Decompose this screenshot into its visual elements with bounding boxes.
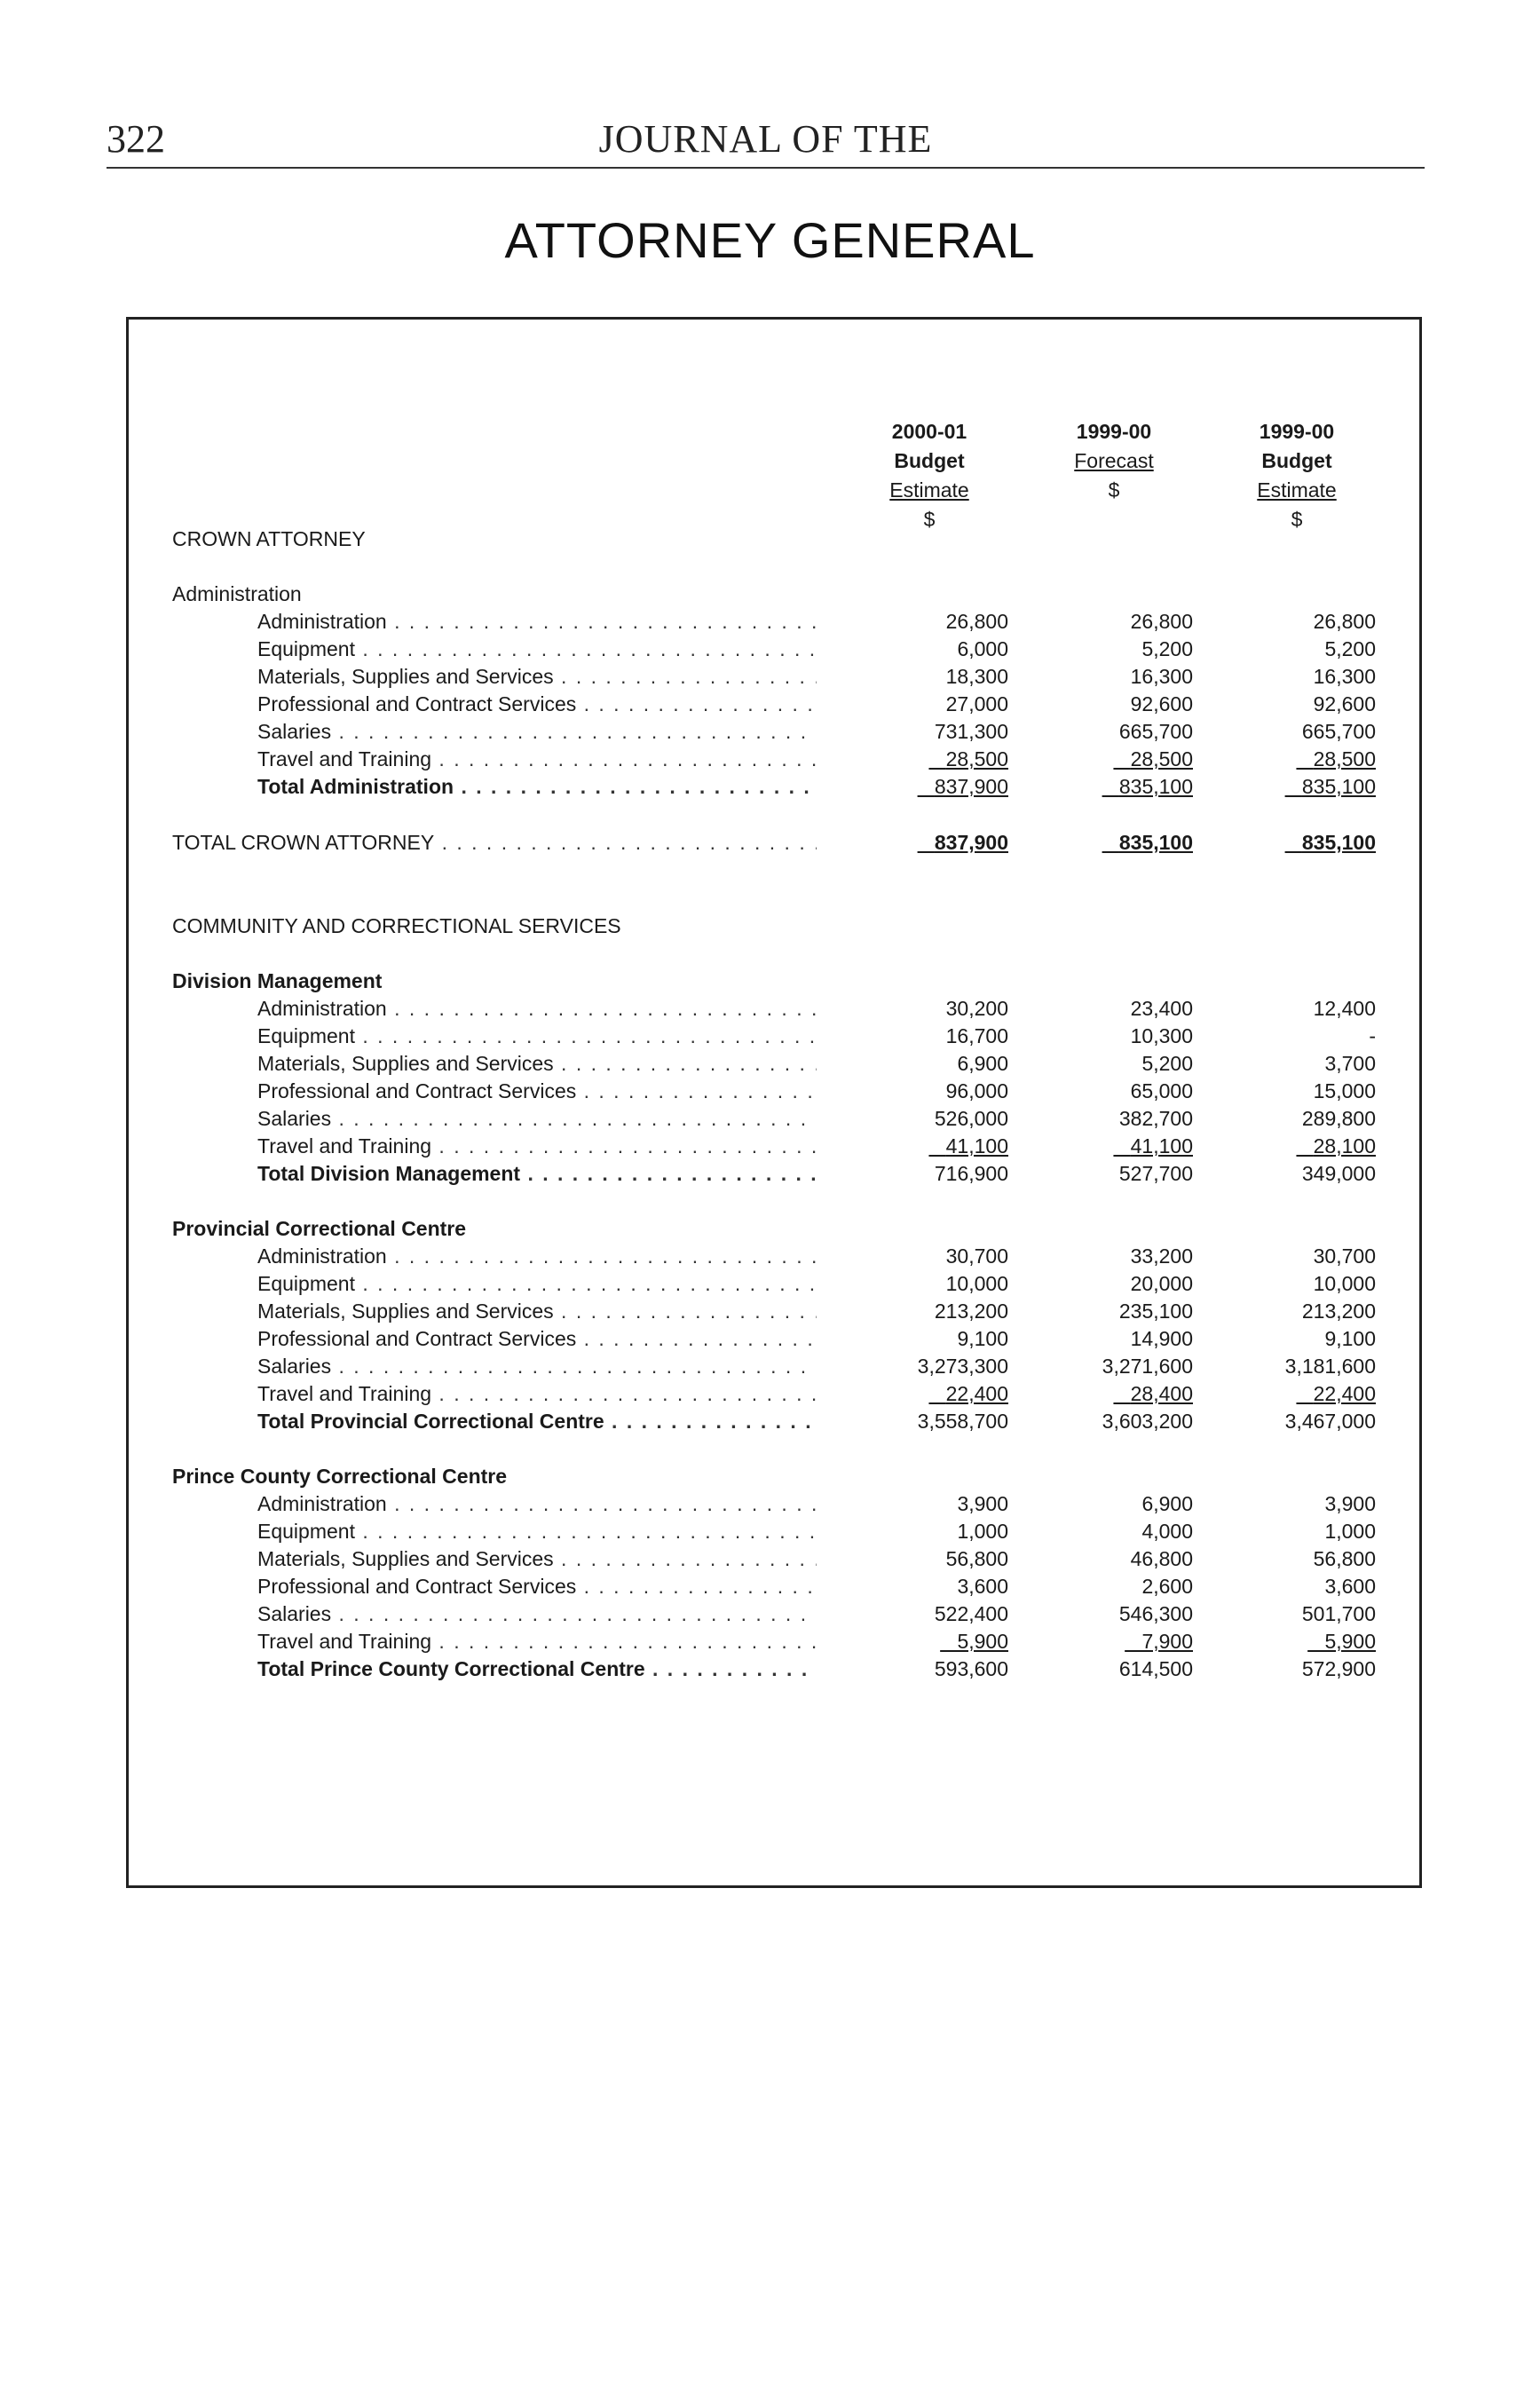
table-row: Materials, Supplies and Services . . . 6,900 5,200 3,700 <box>0 1050 1540 1078</box>
table-row: Administration . . . 26,800 26,800 26,800 <box>0 608 1540 636</box>
subtotal-row: Total Division Management . . . 716,900 527,700 349,000 <box>0 1160 1540 1188</box>
table-row: Salaries . . . 522,400 546,300 501,700 <box>0 1600 1540 1628</box>
table-row: Salaries . . . 526,000 382,700 289,800 <box>0 1105 1540 1133</box>
table-row: Travel and Training . . . 22,400 28,400 22,400 <box>0 1380 1540 1408</box>
table-row: Equipment . . . 16,700 10,300 - <box>0 1023 1540 1050</box>
table-row: Administration . . . 30,200 23,400 12,400 <box>0 995 1540 1023</box>
table-row: Salaries . . . 731,300 665,700 665,700 <box>0 718 1540 746</box>
table-row: Travel and Training . . . 5,900 7,900 5,900 <box>0 1628 1540 1655</box>
subsection-heading: Administration <box>172 582 302 605</box>
page-number: 322 <box>107 117 165 161</box>
table-row: Professional and Contract Services . . . 9,100 14,900 9,100 <box>0 1325 1540 1353</box>
table-row: Materials, Supplies and Services . . . 213,200 235,100 213,200 <box>0 1298 1540 1325</box>
department-title: ATTORNEY GENERAL <box>504 212 1036 268</box>
column-header-1999-00-budget-estimate: 1999-00 Budget Estimate $ <box>1257 420 1337 531</box>
table-row: Equipment . . . 1,000 4,000 1,000 <box>0 1518 1540 1545</box>
subsection-heading: Prince County Correctional Centre <box>172 1465 508 1488</box>
column-header-1999-00-forecast: 1999-00 Forecast $ <box>1074 420 1154 502</box>
subtotal-row: Total Provincial Correctional Centre . . . 3,558,700 3,603,200 3,467,000 <box>0 1408 1540 1435</box>
subtotal-row: Total Administration . . . 837,900 835,100 835,100 <box>0 773 1540 801</box>
table-row: Administration . . . 3,900 6,900 3,900 <box>0 1490 1540 1518</box>
table-row: Administration . . . 30,700 33,200 30,700 <box>0 1243 1540 1270</box>
table-row: Salaries . . . 3,273,300 3,271,600 3,181,600 <box>0 1353 1540 1380</box>
table-row: Materials, Supplies and Services . . . 18,300 16,300 16,300 <box>0 663 1540 691</box>
subtotal-row: Total Prince County Correctional Centre . . . 593,600 614,500 572,900 <box>0 1655 1540 1683</box>
section-title: CROWN ATTORNEY <box>172 527 366 550</box>
table-row: Professional and Contract Services . . . 3,600 2,600 3,600 <box>0 1573 1540 1600</box>
running-head <box>107 107 1425 169</box>
journal-title: JOURNAL OF THE <box>598 117 933 161</box>
table-row: Travel and Training . . . 41,100 41,100 28,100 <box>0 1133 1540 1160</box>
table-row: Equipment . . . 6,000 5,200 5,200 <box>0 636 1540 663</box>
grand-total-row: TOTAL CROWN ATTORNEY . . . 837,900 835,100 835,100 <box>0 829 1540 857</box>
table-row: Professional and Contract Services . . . 96,000 65,000 15,000 <box>0 1078 1540 1105</box>
table-row: Travel and Training . . . 28,500 28,500 28,500 <box>0 746 1540 773</box>
table-row: Professional and Contract Services . . . 27,000 92,600 92,600 <box>0 691 1540 718</box>
table-row: Materials, Supplies and Services . . . 56,800 46,800 56,800 <box>0 1545 1540 1573</box>
table-row: Equipment . . . 10,000 20,000 10,000 <box>0 1270 1540 1298</box>
column-header-2000-01-budget-estimate: 2000-01 Budget Estimate $ <box>889 420 969 531</box>
subsection-heading: Provincial Correctional Centre <box>172 1217 467 1240</box>
section-title: COMMUNITY AND CORRECTIONAL SERVICES <box>172 914 621 937</box>
subsection-heading: Division Management <box>172 969 383 992</box>
